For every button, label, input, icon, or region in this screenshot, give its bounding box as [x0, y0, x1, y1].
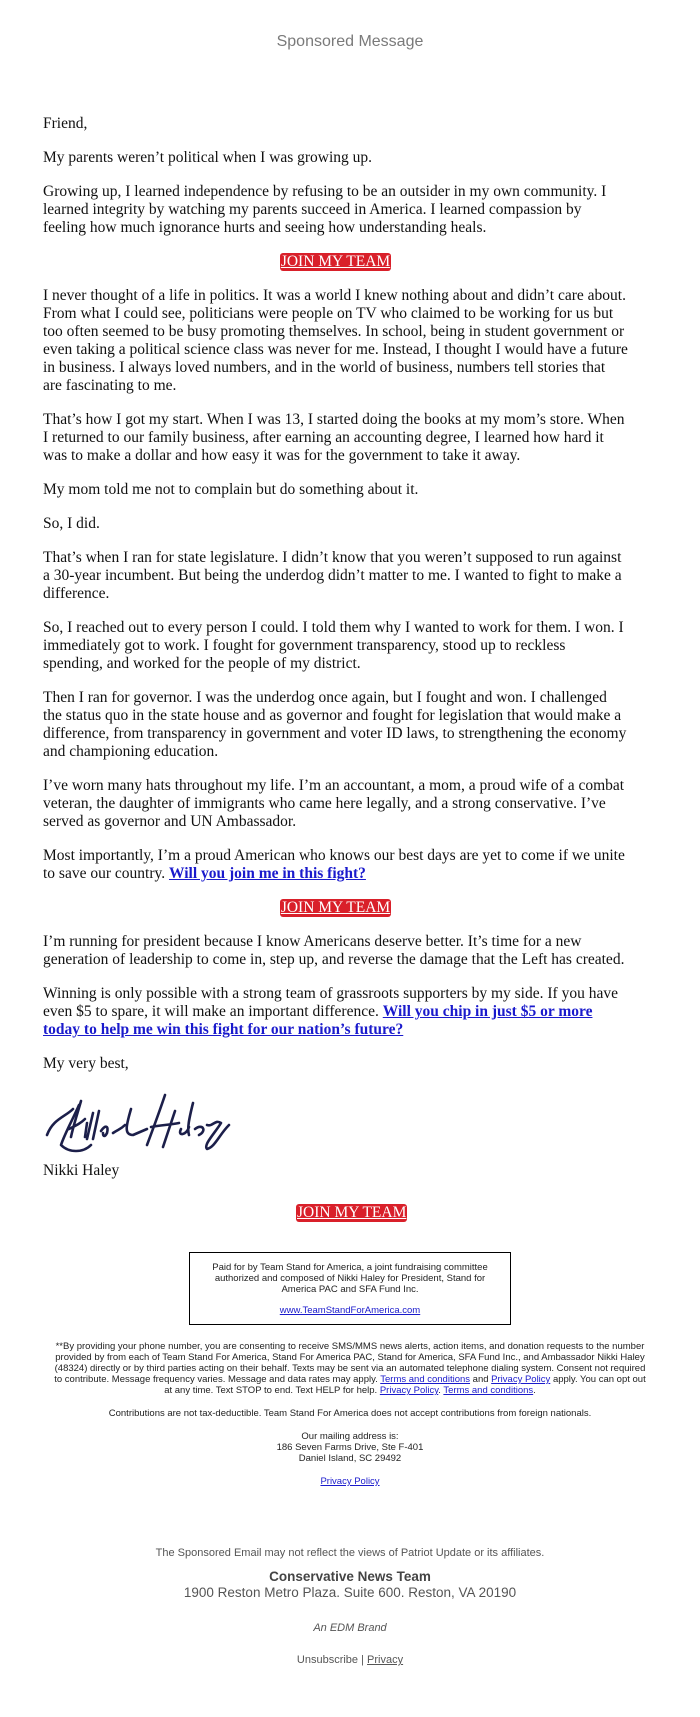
signoff: My very best, [43, 1055, 129, 1072]
contributions-notice: Contributions are not tax-deductible. Team Stand For America does not accept contributions from foreign nationals. [108, 1408, 592, 1419]
greeting: Friend, [43, 115, 88, 132]
footer [0, 1547, 700, 1686]
paragraph [43, 985, 628, 1039]
signature-image [43, 1089, 628, 1162]
footer-disclaimer: The Sponsored Email may not reflect the views of Patriot Update or its affiliates. [155, 1547, 545, 1559]
sms-consent: **By providing your phone number, you are consenting to receive SMS/MMS news alerts, action items, and donation requests to the number provided by from each of Team Stand For America, Stand For America PAC, Stand for America, SFA Fund Inc., and Ambassador Nikki Haley (48324) directly or by third parties acting on their behalf. Texts may be sent via an automated telephone dialing system. Consent not required to contribute. Message frequency varies. Message and data rates may apply. Terms and conditions and Privacy Policy apply. You can opt out at any time. Text STOP to end. Text HELP for help. Privacy Policy. Terms and conditions. [54, 1341, 646, 1396]
footer-address: 1900 Reston Metro Plaza. Suite 600. Reston, VA 20190 [183, 1585, 517, 1600]
paragraph: So, I did. [43, 515, 100, 532]
paragraph-text: Winning is only possible with a strong team of grassroots supporters by my side. If you have even $5 to spare, it will make an important difference. [43, 985, 618, 1020]
paid-for-disclaimer [189, 1252, 511, 1325]
mail-line: 186 Seven Farms Drive, Ste F-401 [276, 1442, 424, 1453]
separator: | [361, 1654, 364, 1666]
sponsored-header: Sponsored Message [276, 33, 424, 50]
mailing-address [50, 1431, 650, 1464]
join-fight-link[interactable]: Will you join me in this fight? [168, 865, 366, 882]
privacy-policy-link[interactable]: Privacy Policy [379, 1385, 439, 1396]
and-text: and [472, 1374, 489, 1385]
join-my-team-button[interactable]: JOIN MY TEAM [280, 899, 391, 916]
paragraph: That’s how I got my start. When I was 13, I started doing the books at my mom’s store. When I returned to our family business, after earning an accounting degree, I learned how hard it was to make a dollar and how easy it was for the government to take it away. [43, 411, 625, 464]
paragraph: I’m running for president because I know Americans deserve better. It’s time for a new generation of leadership to come in, step up, and reverse the damage that the Left has created. [43, 933, 625, 968]
signature-icon [43, 1089, 243, 1157]
paragraph: Then I ran for governor. I was the underdog once again, but I fought and won. I challenged the status quo in the state house and as governor and fought for legislation that would make a difference, from transparency in government and voter ID laws, to strengthening the economy and championing education. [43, 689, 627, 760]
paragraph: So, I reached out to every person I could. I told them why I wanted to work for them. I won. I immediately got to work. I fought for government transparency, stood up to reckless spending, and worked for the people of my district. [43, 619, 624, 672]
unsubscribe-link[interactable]: Unsubscribe [296, 1654, 359, 1666]
terms-link[interactable]: Terms and conditions [443, 1385, 534, 1396]
footer-org: Conservative News Team [269, 1569, 431, 1584]
join-my-team-button[interactable]: JOIN MY TEAM [297, 1204, 407, 1221]
signer-name: Nikki Haley [43, 1162, 120, 1179]
legal-section [50, 1341, 650, 1487]
mail-label: Our mailing address is: [301, 1431, 399, 1442]
paragraph: I’ve worn many hats throughout my life. I’m an accountant, a mom, a proud wife of a combat veteran, the daughter of immigrants who came here legally, and a strong conservative. I’ve served as governor and UN Ambassador. [43, 777, 625, 830]
chip-in-link[interactable]: Will you chip in just $5 or more today to help me win this fight for our nation’s future? [43, 1003, 593, 1038]
footer-links [0, 1654, 700, 1666]
paid-for-text: Paid for by Team Stand for America, a joint fundraising committee authorized and composed of Nikki Haley for President, Stand for America PAC and SFA Fund Inc. [212, 1262, 488, 1295]
terms-link[interactable]: Terms and conditions [380, 1374, 471, 1385]
website-link[interactable]: www.TeamStandForAmerica.com [279, 1305, 421, 1316]
footer-brand: An EDM Brand [313, 1622, 387, 1634]
privacy-policy-link[interactable]: Privacy Policy [491, 1374, 551, 1385]
join-my-team-button[interactable]: JOIN MY TEAM [280, 253, 391, 270]
sms-text-2: apply. You can opt out at any time. Text STOP to end. Text HELP for help. [164, 1374, 646, 1396]
paragraph: My mom told me not to complain but do something about it. [43, 481, 419, 498]
mail-line: Daniel Island, SC 29492 [298, 1453, 402, 1464]
paragraph [43, 847, 628, 883]
paragraph: That’s when I ran for state legislature. I didn’t know that you weren’t supposed to run against a 30-year incumbent. But being the underdog didn’t matter to me. I wanted to fight to make a difference. [43, 549, 622, 602]
paragraph: Growing up, I learned independence by refusing to be an outsider in my own community. I learned integrity by watching my parents succeed in America. I learned compassion by feeling how much ignorance hurts and seeing how understanding heals. [43, 183, 607, 236]
privacy-policy-link[interactable]: Privacy Policy [320, 1476, 380, 1487]
letter-body [43, 93, 628, 1222]
privacy-link[interactable]: Privacy [367, 1654, 404, 1666]
paragraph: My parents weren’t political when I was growing up. [43, 149, 373, 166]
paragraph: I never thought of a life in politics. It was a world I knew nothing about and didn’t care about. From what I could see, politicians were people on TV who claimed to be working for us but too often seemed to be busy promoting themselves. In school, being in student government or even taking a political science class was never for me. Instead, I thought I would have a future in business. I always loved numbers, and in the world of business, numbers tell stories that are fascinating to me. [43, 287, 628, 394]
sms-text: **By providing your phone number, you are consenting to receive SMS/MMS news alerts, action items, and donation requests to the number provided by from each of Team Stand For America, Stand For America PAC, Stand for America, SFA Fund Inc., and Ambassador Nikki Haley (48324) directly or by third parties acting on their behalf. Texts may be sent via an automated telephone dialing system. Consent not required to contribute. Message frequency varies. Message and data rates may apply. [54, 1341, 646, 1385]
paragraph-text: Most importantly, I’m a proud American who knows our best days are yet to come if we unite to save our country. [43, 847, 625, 882]
